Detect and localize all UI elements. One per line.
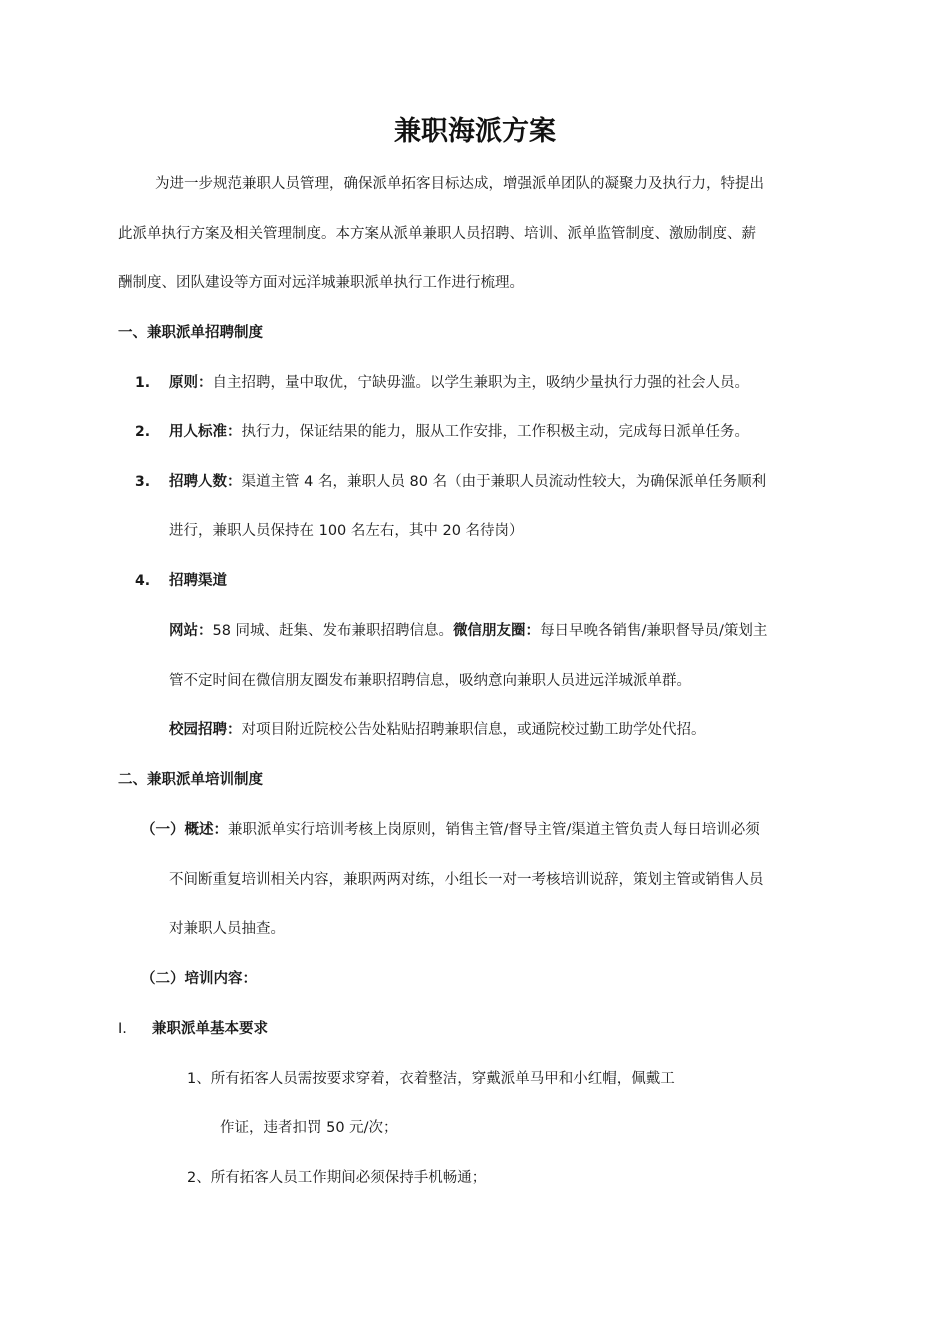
- section-heading: 二、兼职派单培训制度: [118, 772, 263, 788]
- channel-wechat-label: 微信朋友圈：: [453, 623, 541, 639]
- list-item-text: 执行力，保证结果的能力，服从工作安排，工作积极主动，完成每日派单任务。: [241, 424, 749, 440]
- channel-line: [169, 720, 706, 740]
- list-number: 4.: [135, 573, 151, 589]
- subsection-heading: （二）培训内容：: [141, 971, 257, 987]
- overview-line: [141, 820, 760, 840]
- channel-line: 管不定时间在微信朋友圈发布兼职招聘信息，吸纳意向兼职人员进远洋城派单群。: [169, 673, 691, 689]
- channel-campus-label: 校园招聘：: [169, 722, 242, 738]
- overview-label: （一）概述：: [141, 822, 228, 838]
- page-title: 兼职海派方案: [394, 116, 556, 147]
- list-item-continuation: 进行，兼职人员保持在 100 名左右，其中 20 名待岗）: [169, 523, 524, 539]
- intro-line: 此派单执行方案及相关管理制度。本方案从派单兼职人员招聘、培训、派单监管制度、激励制度、薪: [118, 226, 756, 242]
- roman-numeral: I.: [118, 1021, 127, 1037]
- list-item-label: 原则：: [169, 375, 213, 391]
- channel-web-text: 58 同城、赶集、发布兼职招聘信息。: [212, 623, 454, 639]
- overview-line: 对兼职人员抽查。: [169, 921, 285, 937]
- list-item-label: 招聘人数：: [169, 474, 242, 490]
- list-item-label: 招聘渠道: [169, 573, 227, 589]
- rule-line: 2、所有拓客人员工作期间必须保持手机畅通；: [187, 1170, 487, 1186]
- overview-text: 兼职派单实行培训考核上岗原则，销售主管/督导主管/渠道主管负责人每日培训必须: [228, 822, 760, 838]
- list-number: 3.: [135, 474, 151, 490]
- channel-wechat-text: 每日早晚各销售/兼职督导员/策划主: [540, 623, 768, 639]
- list-item: [169, 373, 749, 393]
- list-item-label: 用人标准：: [169, 424, 242, 440]
- list-number: 2.: [135, 424, 151, 440]
- channel-campus-text: 对项目附近院校公告处粘贴招聘兼职信息，或通院校过勤工助学处代招。: [241, 722, 706, 738]
- list-item-text: 自主招聘，量中取优，宁缺毋滥。以学生兼职为主，吸纳少量执行力强的社会人员。: [212, 375, 749, 391]
- intro-line: 为进一步规范兼职人员管理，确保派单拓客目标达成，增强派单团队的凝聚力及执行力，特提出: [155, 176, 764, 192]
- rule-line: 作证，违者扣罚 50 元/次；: [220, 1120, 398, 1136]
- list-number: 1.: [135, 375, 151, 391]
- list-item: [169, 472, 766, 492]
- list-item-text: 渠道主管 4 名，兼职人员 80 名（由于兼职人员流动性较大，为确保派单任务顺利: [241, 474, 767, 490]
- list-item: [169, 422, 749, 442]
- rule-line: 1、所有拓客人员需按要求穿着，衣着整洁，穿戴派单马甲和小红帽，佩戴工: [187, 1071, 675, 1087]
- roman-heading: 兼职派单基本要求: [152, 1021, 268, 1037]
- intro-line: 酬制度、团队建设等方面对远洋城兼职派单执行工作进行梳理。: [118, 275, 524, 291]
- channel-line: [169, 621, 767, 641]
- section-heading: 一、兼职派单招聘制度: [118, 325, 263, 341]
- channel-web-label: 网站：: [169, 623, 213, 639]
- overview-line: 不间断重复培训相关内容，兼职两两对练，小组长一对一考核培训说辞，策划主管或销售人员: [169, 872, 764, 888]
